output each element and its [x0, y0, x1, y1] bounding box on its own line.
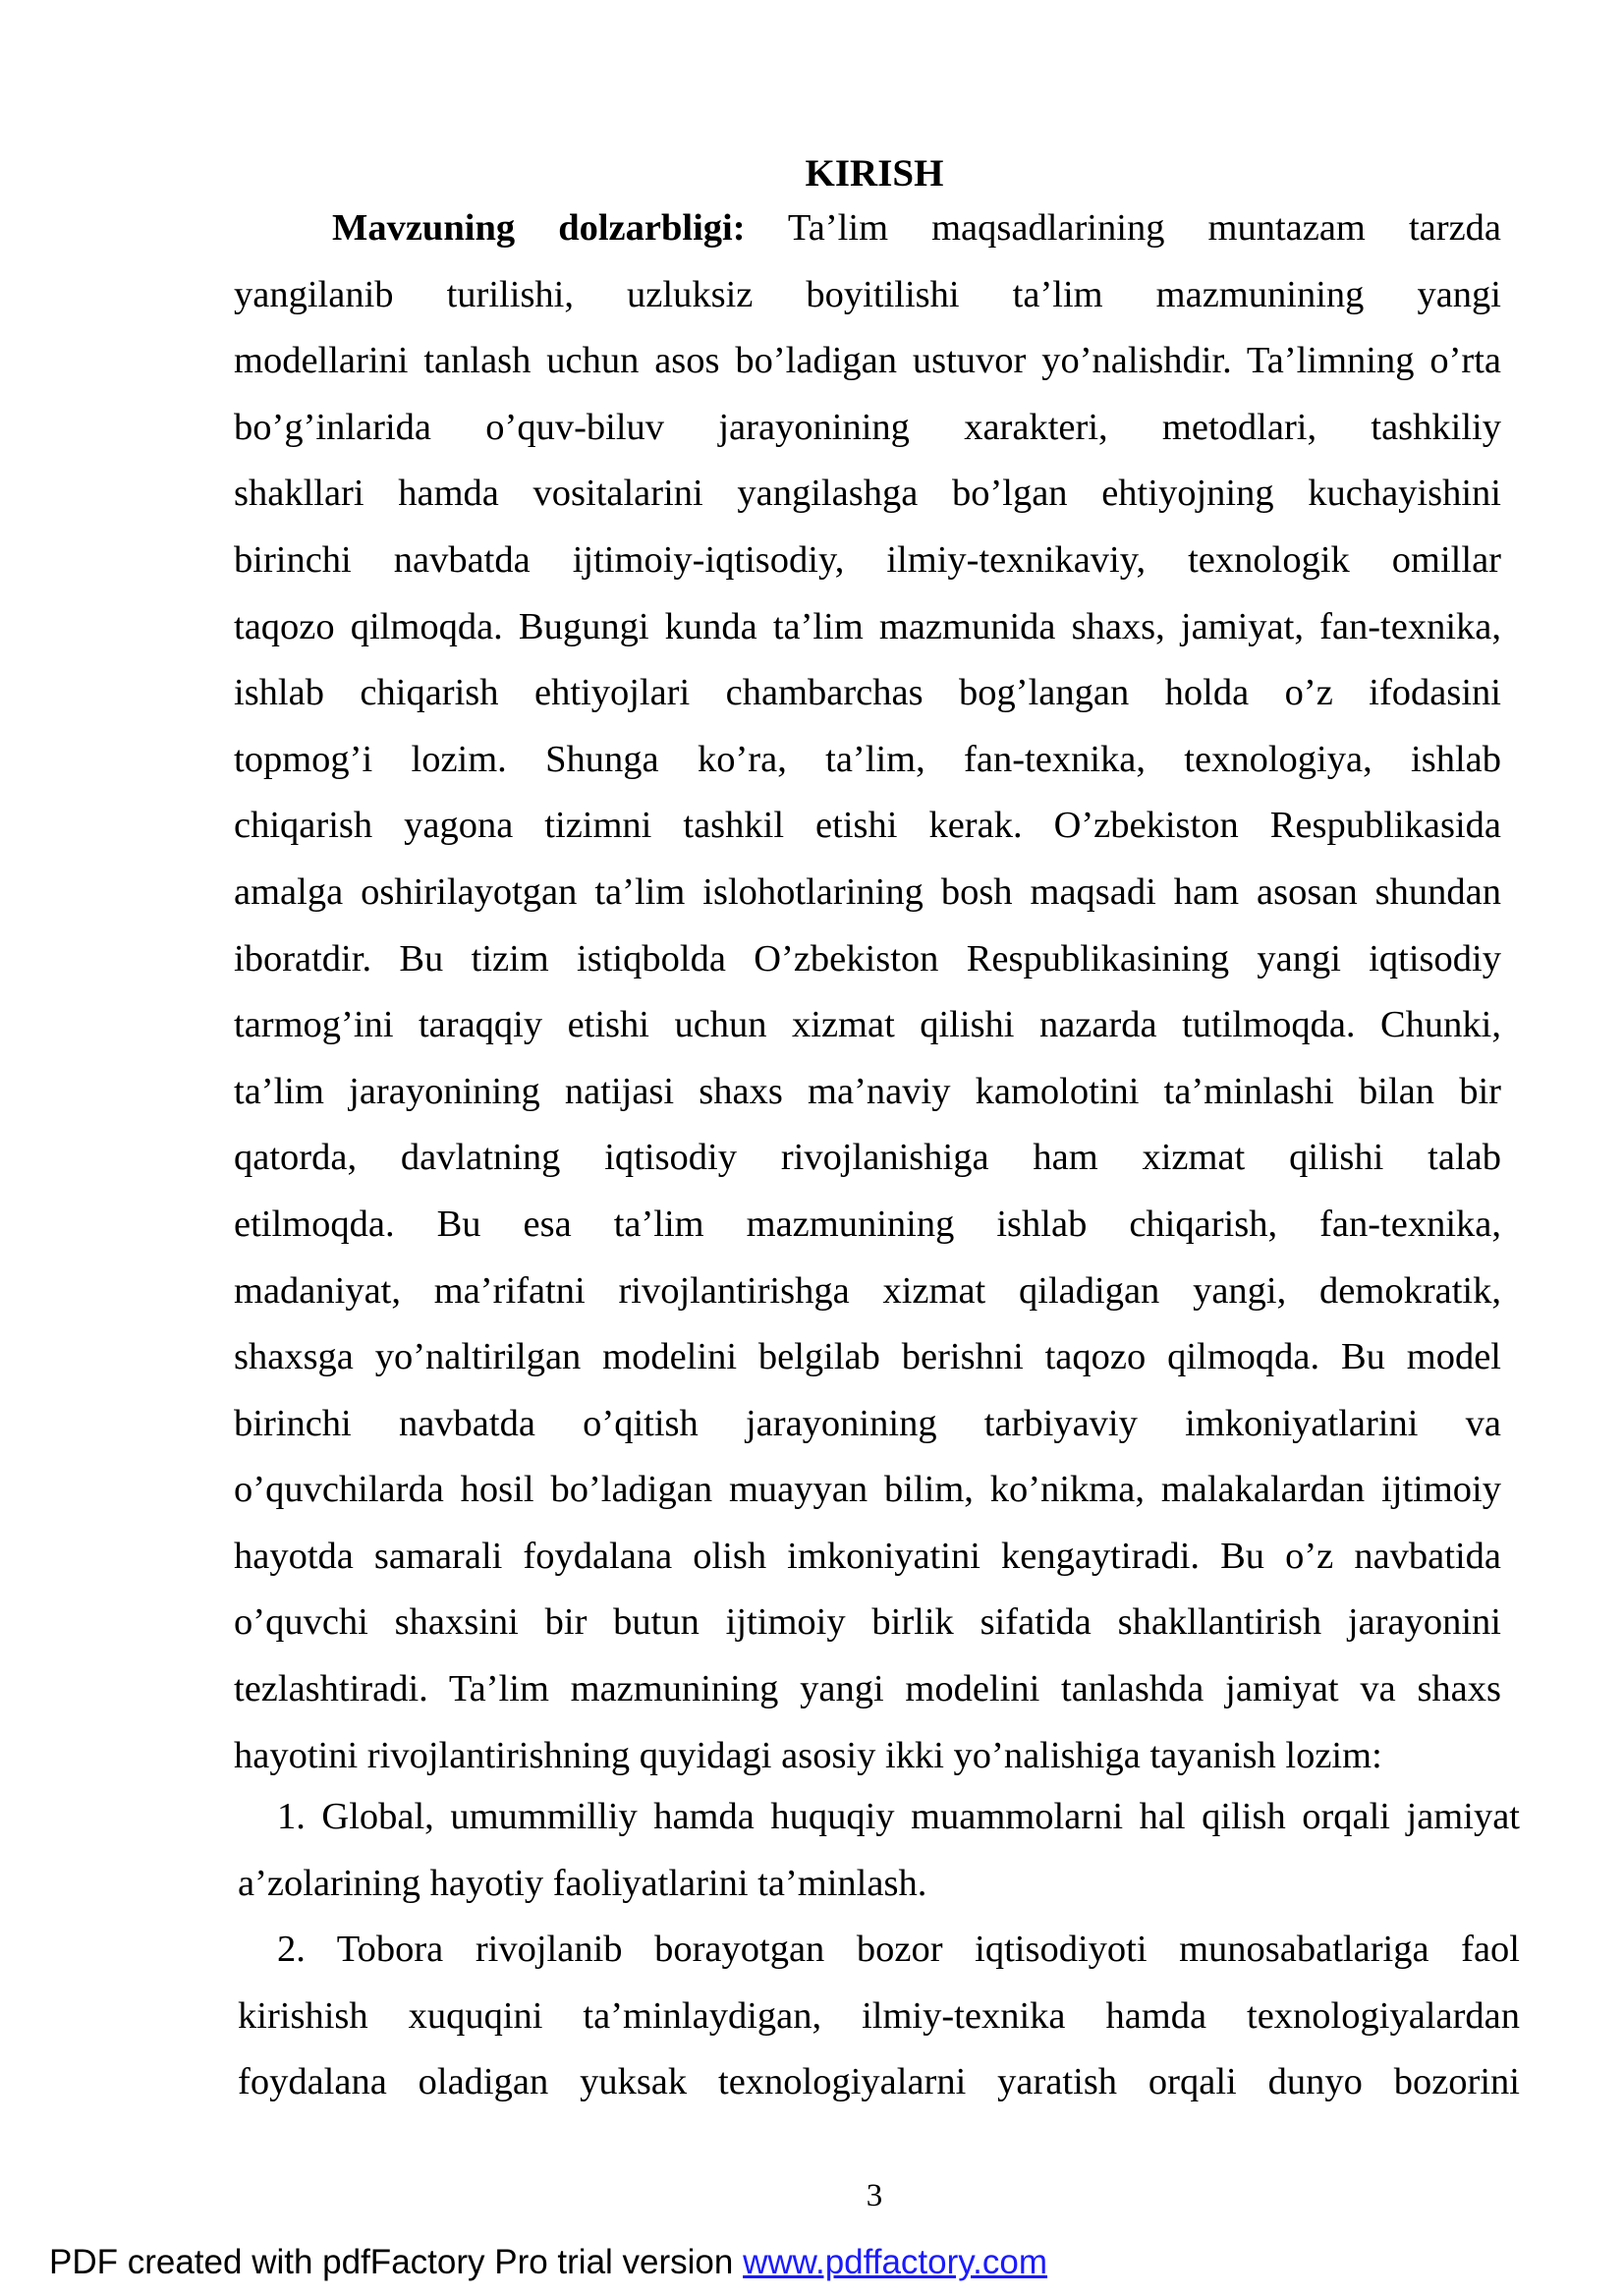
- paragraph-line: amalga oshirilayotgan ta’lim islohotlarining bosh maqsadi ham asosan shundan: [234, 870, 1501, 913]
- paragraph-line: yangilanib turilishi, uzluksiz boyitilishi ta’lim mazmunining yangi: [234, 273, 1501, 315]
- paragraph-line: [234, 196, 1501, 262]
- paragraph-line: hayotda samarali foydalana olish imkoniyatini kengaytiradi. Bu o’z navbatida: [234, 1535, 1501, 1577]
- paragraph-line: tezlashtiradi. Ta’lim mazmunining yangi modelini tanlashda jamiyat va shaxs: [234, 1668, 1501, 1710]
- lead-label: Mavzuning dolzarbligi:: [332, 207, 746, 249]
- paragraph-line: o’quvchi shaxsini bir butun ijtimoiy birlik sifatida shakllantirish jarayonini: [234, 1601, 1501, 1644]
- paragraph-line: qatorda, davlatning iqtisodiy rivojlanishiga ham xizmat qilishi talab: [234, 1137, 1501, 1179]
- paragraph-line: birinchi navbatda ijtimoiy-iqtisodiy, ilmiy-texnikaviy, texnologik omillar: [234, 538, 1501, 581]
- paragraph-line: birinchi navbatda o’qitish jarayonining tarbiyaviy imkoniyatlarini va: [234, 1402, 1501, 1444]
- list-item-line: 2. Tobora rivojlanib borayotgan bozor iqtisodiyoti munosabatlariga faol: [277, 1929, 1520, 1971]
- paragraph-line-text: Ta’lim maqsadlarining muntazam tarzda: [745, 207, 1501, 249]
- list-item: [238, 1784, 1520, 1917]
- paragraph-line: hayotini rivojlantirishning quyidagi asosiy ikki yo’nalishiga tayanish lozim:: [234, 1734, 1382, 1776]
- paragraph-line: modellarini tanlash uchun asos bo’ladigan ustuvor yo’nalishdir. Ta’limning o’rta: [234, 340, 1501, 382]
- paragraph-line: etilmoqda. Bu esa ta’lim mazmunining ishlab chiqarish, fan-texnika,: [234, 1203, 1501, 1245]
- paragraph-line: topmog’i lozim. Shunga ko’ra, ta’lim, fan-texnika, texnologiya, ishlab: [234, 738, 1501, 780]
- paragraph-line: shakllari hamda vositalarini yangilashga bo’lgan ehtiyojning kuchayishini: [234, 473, 1501, 515]
- pdf-footer-notice: [49, 2241, 1047, 2284]
- intro-paragraph: [234, 196, 1501, 1789]
- paragraph-line: ta’lim jarayonining natijasi shaxs ma’naviy kamolotini ta’minlashi bilan bir: [234, 1070, 1501, 1112]
- paragraph-line: taqozo qilmoqda. Bugungi kunda ta’lim mazmunida shaxs, jamiyat, fan-texnika,: [234, 605, 1501, 647]
- page-number: 3: [866, 2178, 883, 2213]
- paragraph-line: chiqarish yagona tizimni tashkil etishi kerak. O’zbekiston Respublikasida: [234, 805, 1501, 847]
- list-item-line: 1. Global, umummilliy hamda huquqiy muammolarni hal qilish orqali jamiyat: [277, 1796, 1520, 1837]
- paragraph-line: madaniyat, ma’rifatni rivojlantirishga xizmat qiladigan yangi, demokratik,: [234, 1269, 1501, 1312]
- paragraph-line: ishlab chiqarish ehtiyojlari chambarchas bog’langan holda o’z ifodasini: [234, 672, 1501, 714]
- list-item: [238, 1917, 1520, 2116]
- footer-link[interactable]: www.pdffactory.com: [743, 2243, 1048, 2281]
- list-item-line: kirishish xuquqini ta’minlaydigan, ilmiy-texnika hamda texnologiyalardan: [238, 1994, 1520, 2037]
- list-item-line: foydalana oladigan yuksak texnologiyalarni yaratish orqali dunyo bozorini: [238, 2061, 1520, 2103]
- list-item-line: a’zolarining hayotiy faoliyatlarini ta’minlash.: [238, 1862, 927, 1904]
- numbered-list: [238, 1784, 1520, 2116]
- footer-text: PDF created with pdfFactory Pro trial version: [49, 2243, 744, 2281]
- paragraph-line: bo’g’inlarida o’quv-biluv jarayonining xarakteri, metodlari, tashkiliy: [234, 406, 1501, 448]
- paragraph-line: o’quvchilarda hosil bo’ladigan muayyan bilim, ko’nikma, malakalardan ijtimoiy: [234, 1469, 1501, 1511]
- page-heading: KIRISH: [805, 152, 944, 195]
- paragraph-line: shaxsga yo’naltirilgan modelini belgilab berishni taqozo qilmoqda. Bu model: [234, 1336, 1501, 1378]
- paragraph-line: tarmog’ini taraqqiy etishi uchun xizmat qilishi nazarda tutilmoqda. Chunki,: [234, 1004, 1501, 1046]
- paragraph-line: iboratdir. Bu tizim istiqbolda O’zbekiston Respublikasining yangi iqtisodiy: [234, 937, 1501, 980]
